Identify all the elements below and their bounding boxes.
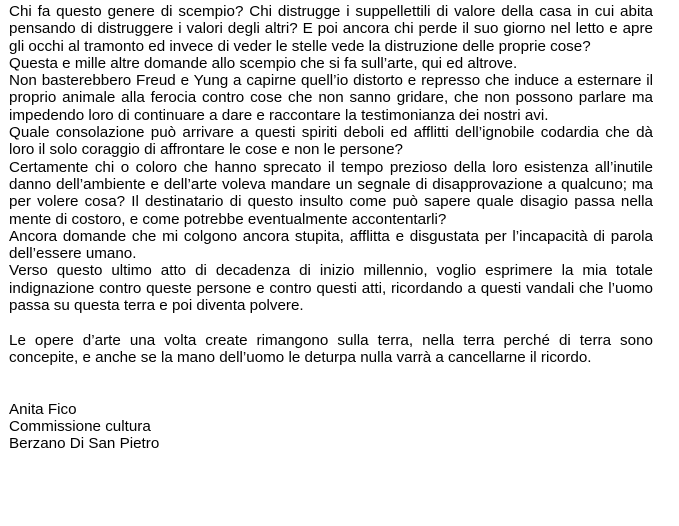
signature-name: Anita Fico [9, 400, 77, 418]
paragraph-3: Non basterebbero Freud e Yung a capirne quell’io distorto e represso che induce a esternare il proprio animale alla ferocia contro cose che non sanno gridare, che non possono parlare ma impedendo loro di continuare a dare e raccontare la testimonianza dei nostri avi. [9, 72, 653, 124]
signature-place: Berzano Di San Pietro [9, 435, 160, 453]
signature-role: Commissione cultura [9, 418, 151, 436]
paragraph-4: Quale consolazione può arrivare a questi spiriti deboli ed afflitti dell’ignobile codardia che dà loro il solo coraggio di affrontare le cose e non le persone? [9, 124, 653, 159]
paragraph-2: Questa e mille altre domande allo scempio che si fa sull’arte, qui ed altrove. [9, 54, 518, 72]
paragraph-6: Ancora domande che mi colgono ancora stupita, afflitta e disgustata per l’incapacità di parola dell’essere umano. [9, 227, 653, 263]
closing-paragraph: Le opere d’arte una volta create rimangono sulla terra, nella terra perché di terra sono concepite, e anche se la mano dell’uomo le deturpa nulla varrà a cancellarne il ricordo. [9, 331, 653, 366]
signature-spacer [9, 366, 653, 401]
paragraph-7: Verso questo ultimo atto di decadenza di inizio millennio, voglio esprimere la mia totale indignazione contro queste persone e contro questi atti, ricordando a questi vandali che l’uomo passa su questa terra e poi diventa polvere. [9, 262, 653, 315]
document-body [9, 3, 653, 453]
paragraph-1: Chi fa questo genere di scempio? Chi distrugge i suppellettili di valore della casa in cui abita pensando di distruggere i valori degli altri? E poi ancora chi perde il suo giorno nel letto e apre gli occhi al tramonto ed invece di veder le stelle vede la distruzione delle proprie cose? [9, 3, 653, 55]
paragraph-5: Certamente chi o coloro che hanno sprecato il tempo prezioso della loro esistenza all’inutile danno dell’ambiente e dell’arte voleva mandare un segnale di disapprovazione a qualcuno; ma per volere cosa? Il destinatario di questo insulto come può sapere quale disagio passa nella mente di costoro, e come potrebbe eventualmente accontentarli? [9, 158, 653, 228]
paragraph-spacer [9, 314, 653, 331]
signature-block [9, 401, 653, 453]
